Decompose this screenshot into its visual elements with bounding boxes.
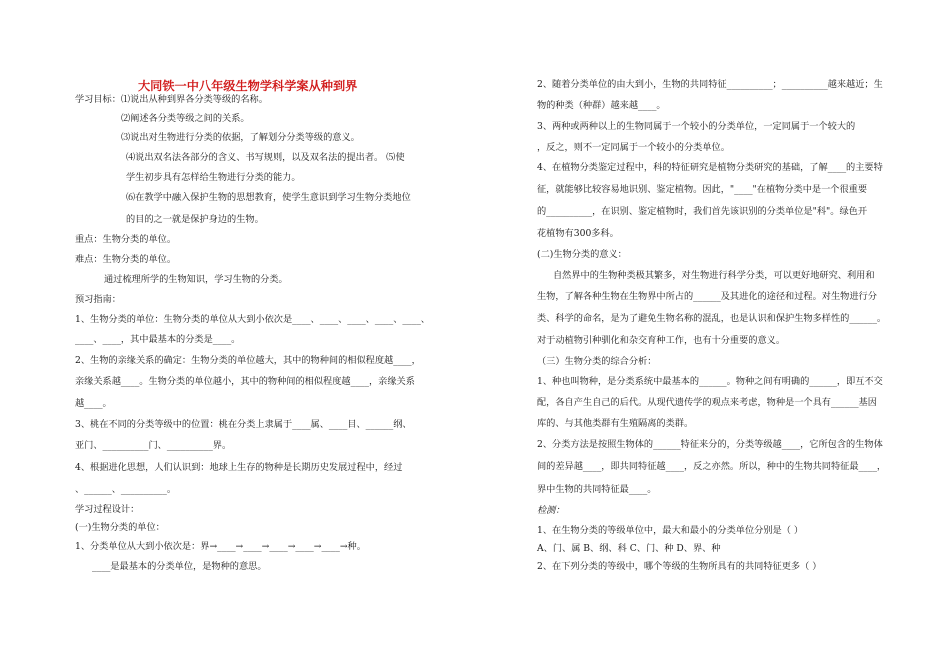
- section-heading: 检测：: [537, 505, 565, 516]
- question-line: 1、在生物分类的等级单位中，最大和最小的分类单位分别是（ ）: [537, 525, 804, 536]
- page-title: 大同铁一中八年级生物学科学案从种到界: [138, 79, 358, 93]
- text-line: 、______、__________。: [75, 484, 177, 495]
- text-line: 自然界中的生物种类极其繁多，对生物进行科学分类，可以更好地研究、利用和: [553, 270, 875, 281]
- text-line: 通过梳理所学的生物知识，学习生物的分类。: [104, 274, 288, 285]
- text-line: 类、科学的命名，是为了避免生物名称的混乱，也是认识和保护生物多样性的______。: [537, 313, 887, 324]
- text-line: 物的种类（种群）越来越____。: [537, 100, 666, 111]
- question-line: 2、在下列分类的等级中，哪个等级的生物所具有的共同特征更多（ ）: [537, 561, 822, 572]
- text-line: 4、在植物分类鉴定过程中，科的特征研究是植物分类研究的基础，了解____的主要特: [537, 162, 883, 173]
- text-line: ⑹在教学中融入保护生物的思想教育，使学生意识到学习生物分类地位: [126, 192, 411, 203]
- text-line: 花植物有300多科。: [537, 228, 619, 239]
- text-line: 3、两种或两种以上的生物同属于一个较小的分类单位，一定同属于一个较大的: [537, 121, 856, 132]
- question-options: A、门、属 B、纲、科 C、门、种 D、界、种: [537, 543, 721, 554]
- text-line: 配，各自产生自己的后代。从现代遗传学的观点来考虑，物种是一个具有______基因: [537, 397, 877, 408]
- text-line: 重点：生物分类的单位。: [75, 234, 177, 245]
- text-line: ⑷说出双名法各部分的含义、书写规则，以及双名法的提出者。 ⑸使: [126, 152, 405, 163]
- text-line: 库的、与其他类群有生殖隔离的类群。: [537, 418, 694, 429]
- text-line: 征，就能够比较容易地识别、鉴定植物。因此，"____"在植物分类中是一个很重要: [537, 184, 868, 195]
- text-line: 的目的之一就是保护身边的生物。: [126, 214, 264, 225]
- section-heading: （三）生物分类的综合分析：: [537, 356, 657, 367]
- section-heading: 学习过程设计：: [75, 504, 140, 515]
- text-line: 学生初步具有怎样给生物进行分类的能力。: [126, 172, 301, 183]
- text-line: ____是最基本的分类单位，是物种的意思。: [92, 561, 267, 572]
- text-line: 的__________，在识别、鉴定植物时，我们首先该识别的分类单位是"科"。绿色开: [537, 206, 868, 217]
- text-line: ，反之，则不一定同属于一个较小的分类单位。: [537, 142, 730, 153]
- text-line: 4、根据进化思想，人们认识到：地球上生存的物种是长期历史发展过程中，经过: [75, 462, 403, 473]
- section-heading: 预习指南：: [75, 294, 121, 305]
- text-line: 亚门、__________门、__________界。: [75, 440, 232, 451]
- text-line: 2、生物的亲缘关系的确定：生物分类的单位越大，其中的物种间的相似程度越____，: [75, 355, 421, 366]
- text-line: 1、分类单位从大到小依次是：界→____→____→____→____→____→种。: [75, 541, 366, 552]
- text-line: 难点：生物分类的单位。: [75, 254, 177, 265]
- text-line: 2、随着分类单位的由大到小，生物的共同特征__________；__________越来越近；生: [537, 79, 883, 90]
- text-line: 1、生物分类的单位：生物分类的单位从大到小依次是____、____、____、____、____、: [75, 314, 430, 325]
- text-line: 2、分类方法是按照生物体的______特征来分的，分类等级越____，它所包含的生物体: [537, 439, 883, 450]
- text-line: ⑶说出对生物进行分类的依据，了解划分分类等级的意义。: [121, 132, 360, 143]
- text-line: ____、____，其中最基本的分类是____。: [75, 334, 241, 345]
- text-line: 间的差异越____，即共同特征越____，反之亦然。所以，种中的生物共同特征最____，: [537, 461, 887, 472]
- text-line: 3、桃在不同的分类等级中的位置：桃在分类上隶属于____属、____目、______纲、: [75, 419, 412, 430]
- text-line: ⑵阐述各分类等级之间的关系。: [121, 113, 250, 124]
- text-line: 1、种也叫物种，是分类系统中最基本的______。物种之间有明确的______，即互不交: [537, 376, 883, 387]
- text-line: 对于动植物引种驯化和杂交育种工作，也有十分重要的意义。: [537, 335, 786, 346]
- text-line: 学习目标：⑴说出从种到界各分类等级的名称。: [75, 94, 268, 105]
- section-heading: (一)生物分类的单位：: [75, 522, 165, 533]
- text-line: 越____。: [75, 398, 112, 409]
- text-line: 亲缘关系越____。生物分类的单位越小，其中的物种间的相似程度越____，亲缘关系: [75, 376, 415, 387]
- section-heading: (二)生物分类的意义：: [537, 249, 627, 260]
- text-line: 生物，了解各种生物在生物界中所占的______及其进化的途径和过程。对生物进行分: [537, 291, 877, 302]
- text-line: 界中生物的共同特征最____。: [537, 484, 657, 495]
